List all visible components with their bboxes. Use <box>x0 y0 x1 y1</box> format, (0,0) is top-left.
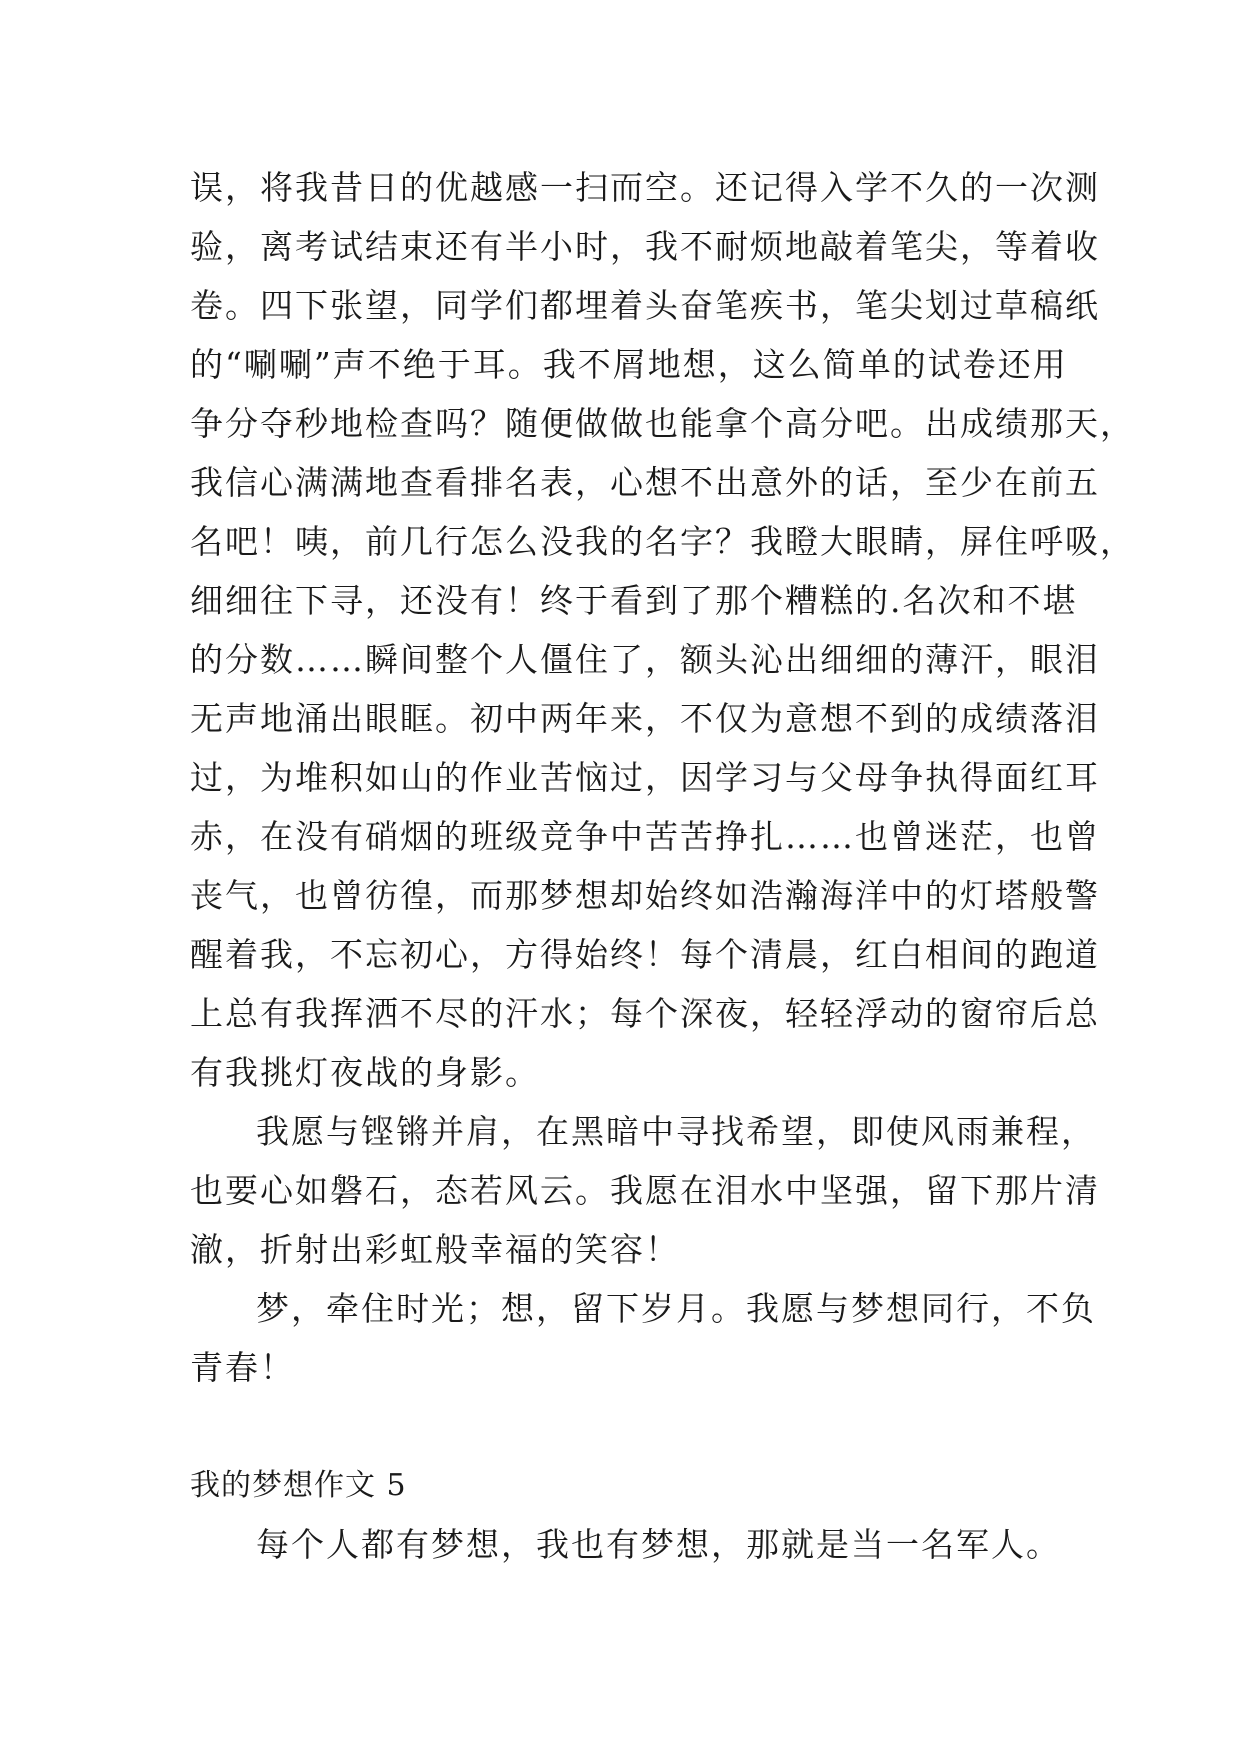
text-line: 无声地涌出眼眶。初中两年来，不仅为意想不到的成绩落泪 <box>190 699 1100 738</box>
text-line: 误，将我昔日的优越感一扫而空。还记得入学不久的一次测 <box>190 168 1100 207</box>
text-line: 上总有我挥洒不尽的汗水；每个深夜，轻轻浮动的窗帘后总 <box>190 994 1100 1033</box>
text-line: 每个人都有梦想，我也有梦想，那就是当一名军人。 <box>256 1525 1061 1564</box>
text-line: 名吧！咦，前几行怎么没我的名字？我瞪大眼睛，屏住呼吸， <box>190 522 1135 561</box>
blank-line <box>190 1397 1052 1456</box>
text-line: 有我挑灯夜战的身影。 <box>190 1053 540 1092</box>
text-line: 细细往下寻，还没有！终于看到了那个糟糕的.名次和不堪 <box>190 581 1078 620</box>
paragraph-3 <box>190 1279 1096 1397</box>
paragraph-4 <box>190 1515 1061 1574</box>
document-body <box>190 158 1135 1574</box>
paragraph-2 <box>190 1102 1100 1279</box>
text-line: 我信心满满地查看排名表，心想不出意外的话，至少在前五 <box>190 463 1100 502</box>
section-heading: 我的梦想作文 5 <box>190 1468 407 1503</box>
text-line: 的“唰唰”声不绝于耳。我不屑地想，这么简单的试卷还用 <box>190 345 1068 384</box>
text-line: 也要心如磐石，态若风云。我愿在泪水中坚强，留下那片清 <box>190 1171 1100 1210</box>
text-line: 过，为堆积如山的作业苦恼过，因学习与父母争执得面红耳 <box>190 758 1100 797</box>
text-line: 我愿与铿锵并肩，在黑暗中寻找希望，即使风雨兼程， <box>256 1112 1096 1151</box>
text-line: 醒着我，不忘初心，方得始终！每个清晨，红白相间的跑道 <box>190 935 1100 974</box>
paragraph-1 <box>190 158 1135 1102</box>
text-line: 梦，牵住时光；想，留下岁月。我愿与梦想同行，不负 <box>256 1289 1096 1328</box>
text-line: 赤，在没有硝烟的班级竞争中苦苦挣扎……也曾迷茫，也曾 <box>190 817 1100 856</box>
text-line: 澈，折射出彩虹般幸福的笑容！ <box>190 1230 680 1269</box>
text-line: 争分夺秒地检查吗？随便做做也能拿个高分吧。出成绩那天， <box>190 404 1135 443</box>
text-line: 卷。四下张望，同学们都埋着头奋笔疾书，笔尖划过草稿纸 <box>190 286 1100 325</box>
text-line: 的分数……瞬间整个人僵住了，额头沁出细细的薄汗，眼泪 <box>190 640 1100 679</box>
text-line: 丧气，也曾彷徨，而那梦想却始终如浩瀚海洋中的灯塔般警 <box>190 876 1100 915</box>
text-line: 验，离考试结束还有半小时，我不耐烦地敲着笔尖，等着收 <box>190 227 1100 266</box>
text-line: 青春！ <box>190 1348 295 1387</box>
